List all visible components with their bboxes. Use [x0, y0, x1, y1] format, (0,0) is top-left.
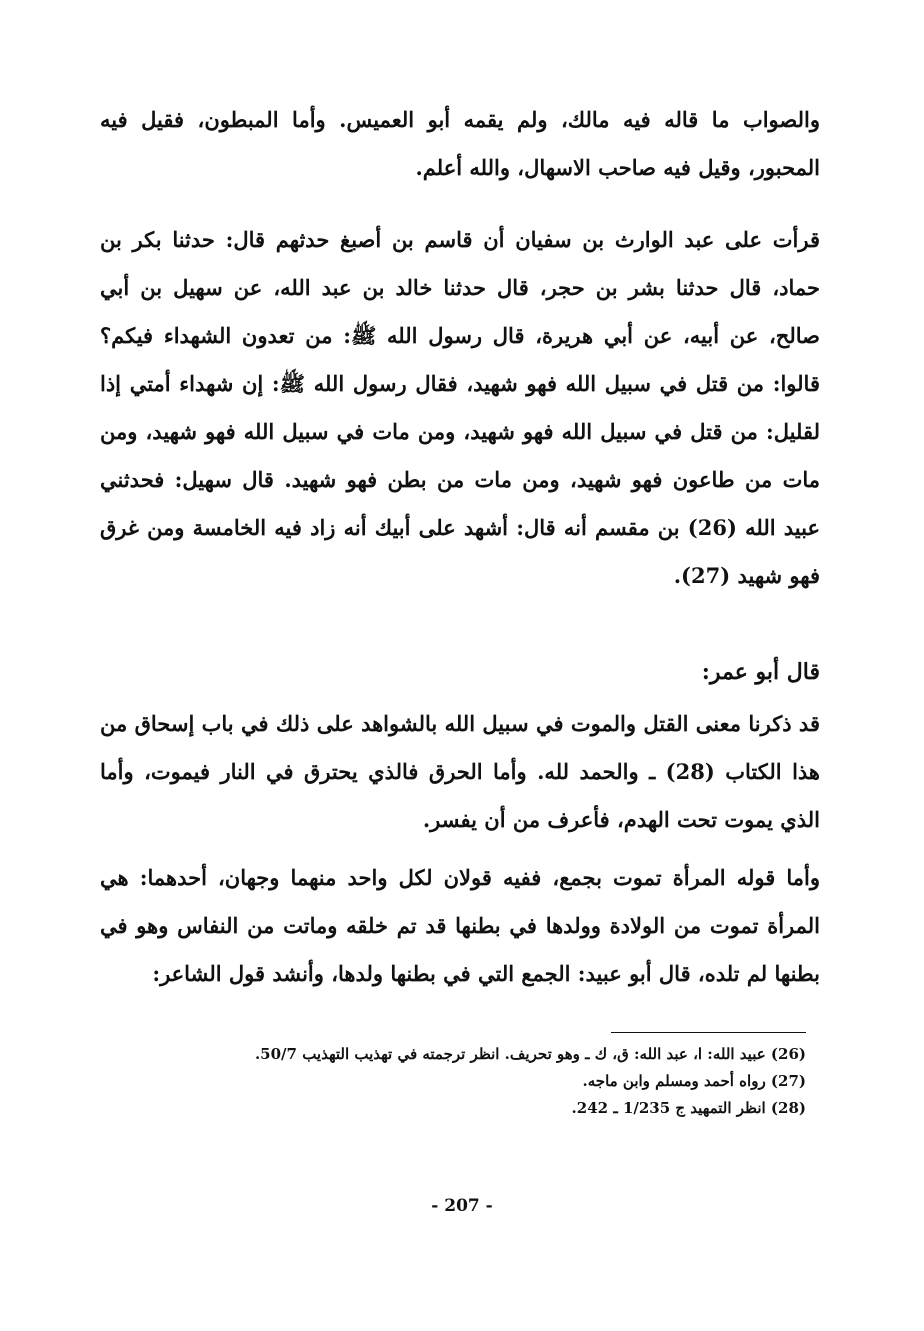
section-heading: قال أبو عمر:: [701, 659, 820, 685]
page-body: [100, 96, 820, 998]
footnotes: [200, 1032, 806, 1122]
paragraph-1: والصواب ما قاله فيه مالك، ولم يقمه أبو العميس. وأما المبطون، فقيل فيه المحبور، وقيل فيه صاحب الاسهال، والله أعلم.: [100, 107, 820, 180]
footnote-27: (27) رواه أحمد ومسلم وابن ماجه.: [582, 1072, 806, 1090]
footnote-26: (26) عبيد الله: ا، عبد الله: ق، ك ـ وهو تحريف. انظر ترجمته في تهذيب التهذيب 50/7.: [254, 1045, 806, 1063]
paragraph-4: وأما قوله المرأة تموت بجمع، ففيه قولان لكل واحد منهما وجهان، أحدهما: هي المرأة تموت من الولادة وولدها في بطنها قد تم خلقه وماتت من النفاس وهو في بطنها لم تلده، قال أبو عبيد: الجمع التي في بطنها ولدها، وأنشد قول الشاعر:: [100, 865, 820, 986]
paragraph-2: قرأت على عبد الوارث بن سفيان أن قاسم بن أصبغ حدثهم قال: حدثنا بكر بن حماد، قال حدثنا بشر بن حجر، قال حدثنا خالد بن عبد الله، عن سهيل بن أبي صالح، عن أبيه، عن أبي هريرة، قال رسول الله ﷺ: من تعدون الشهداء فيكم؟ قالوا: من قتل في سبيل الله فهو شهيد، فقال رسول الله ﷺ: إن شهداء أمتي إذا لقليل: من قتل في سبيل الله فهو شهيد، ومن مات في سبيل الله فهو شهيد، ومن مات من طاعون فهو شهيد، ومن مات من بطن فهو شهيد. قال سهيل: فحدثني عبيد الله (26) بن مقسم أنه قال: أشهد على أبيك أنه زاد فيه الخامسة ومن غرق فهو شهيد (27).: [100, 227, 820, 588]
paragraph-3: قد ذكرنا معنى القتل والموت في سبيل الله بالشواهد على ذلك في باب إسحاق من هذا الكتاب (28) ـ والحمد لله. وأما الحرق فالذي يحترق في النار فيموت، وأما الذي يموت تحت الهدم، فأعرف من أن يفسر.: [100, 711, 820, 832]
footnote-divider: [611, 1032, 806, 1033]
page-number: - 207 -: [431, 1196, 493, 1216]
footnote-28: (28) انظر التمهيد ج 1/235 ـ 242.: [571, 1099, 806, 1117]
